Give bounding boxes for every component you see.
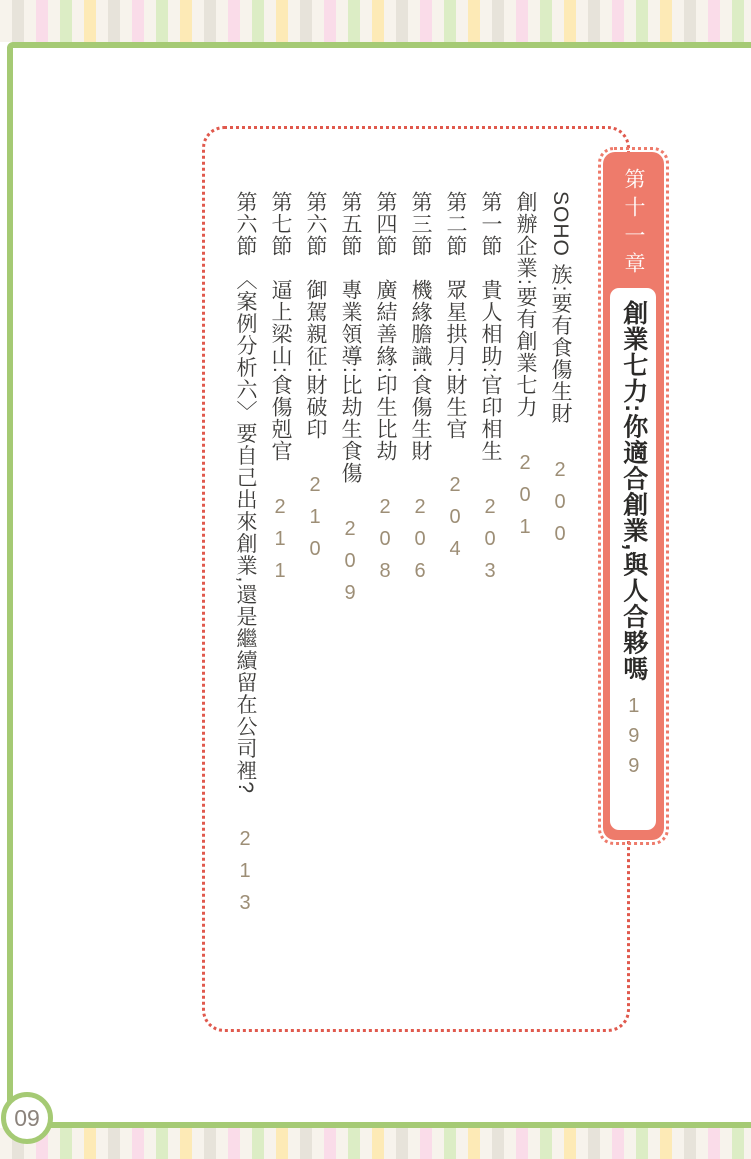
toc-entry xyxy=(478,191,502,1001)
toc-entry-page: 203 xyxy=(479,495,501,592)
bottom-stripe-band xyxy=(0,1128,751,1159)
toc-dotted-box xyxy=(202,126,630,1032)
toc-entry xyxy=(513,191,537,1001)
folio-badge xyxy=(1,1092,53,1144)
toc-entry-page: 204 xyxy=(444,473,466,570)
toc-entry xyxy=(233,191,257,1001)
toc-entry xyxy=(268,191,292,1001)
toc-entry xyxy=(548,191,572,1001)
top-stripe-band xyxy=(0,0,751,42)
toc-entry xyxy=(408,191,432,1001)
toc-entry xyxy=(373,191,397,1001)
toc-entry xyxy=(303,191,327,1001)
toc-entry-label: 第六節 御駕親征:財破印 xyxy=(304,191,327,440)
toc-entry-page: 206 xyxy=(409,495,431,592)
toc-entry-label: 第四節 廣結善緣:印生比劫 xyxy=(374,191,397,462)
toc-entry-label: 第二節 眾星拱月:財生官 xyxy=(444,191,467,440)
chapter-title xyxy=(619,300,647,785)
toc-entry-page: 208 xyxy=(374,495,396,592)
toc-entry-label: SOHO 族:要有食傷生財 xyxy=(549,191,572,425)
toc-entry-label: 第六節 〈案例分析六〉要自己出來創業,還是繼續留在公司裡? xyxy=(234,191,257,795)
toc-entry-list xyxy=(222,191,572,1001)
toc-entry-page: 201 xyxy=(514,451,536,548)
toc-entry-label: 第一節 貴人相助:官印相生 xyxy=(479,191,502,462)
toc-entry-page: 211 xyxy=(269,495,291,592)
chapter-title-text: 創業七力:你適合創業,與人合夥嗎 xyxy=(619,300,648,682)
chapter-badge xyxy=(603,152,664,840)
toc-entry-page: 200 xyxy=(549,458,571,555)
chapter-page-number: 199 xyxy=(622,695,645,786)
toc-entry-label: 第三節 機緣膽識:食傷生財 xyxy=(409,191,432,462)
toc-entry-label: 第七節 逼上梁山:食傷剋官 xyxy=(269,191,292,462)
folio-number: 09 xyxy=(14,1104,40,1131)
toc-entry-page: 210 xyxy=(304,473,326,570)
toc-entry xyxy=(338,191,362,1001)
toc-entry-label: 創辦企業:要有創業七力 xyxy=(514,191,537,418)
toc-entry xyxy=(443,191,467,1001)
toc-entry-label: 第五節 專業領導:比劫生食傷 xyxy=(339,191,362,484)
toc-entry-page: 213 xyxy=(234,828,256,925)
toc-entry-page: 209 xyxy=(339,517,361,614)
chapter-badge-label: 第十一章 xyxy=(622,168,645,280)
chapter-title-box xyxy=(610,288,656,830)
